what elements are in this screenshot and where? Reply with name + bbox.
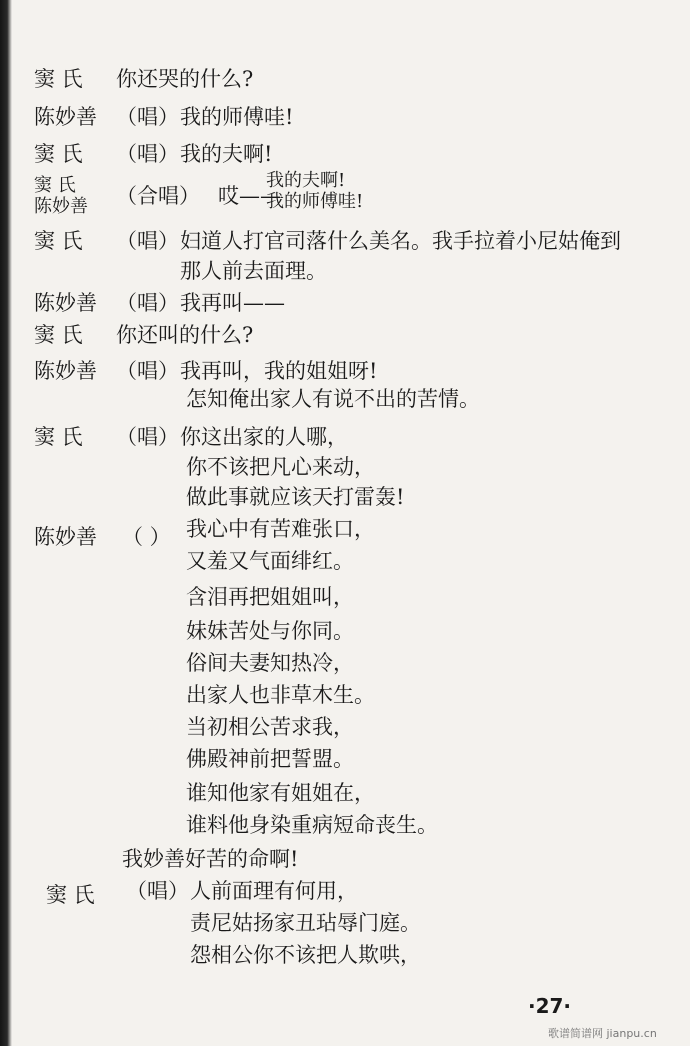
duet-branch-text: 我的师傅哇!	[266, 191, 364, 212]
dialogue-text: 怎知俺出家人有说不出的苦情。	[186, 387, 480, 411]
dialogue-text: 哎——	[218, 184, 281, 208]
dialogue-text: 那人前去面理。	[180, 259, 327, 283]
dialogue-text: 妇道人打官司落什么美名。我手拉着小尼姑俺到	[180, 229, 621, 253]
dialogue-text: 怨相公你不该把人欺哄，	[190, 943, 421, 967]
speaker-label: 窦 氏	[34, 175, 76, 196]
speaker-label: 陈妙善	[34, 359, 97, 383]
speaker-label: 陈妙善	[34, 105, 97, 129]
speaker-label: 窦 氏	[46, 883, 95, 907]
dialogue-text: 含泪再把姐姐叫，	[186, 585, 354, 609]
dialogue-text: 人前面理有何用，	[190, 879, 358, 903]
dialogue-text: 谁知他家有姐姐在，	[186, 781, 375, 805]
dialogue-text: 你这出家的人哪，	[180, 425, 348, 449]
page-number: ·27·	[528, 994, 572, 1018]
dialogue-text: 你还叫的什么?	[116, 323, 254, 347]
speaker-label: 窦 氏	[34, 323, 83, 347]
speaker-label: 窦 氏	[34, 67, 83, 91]
dialogue-text: 俗间夫妻知热冷，	[186, 651, 354, 675]
stage-cue: （ ）	[122, 525, 171, 549]
stage-cue: （合唱）	[116, 184, 200, 208]
watermark-text: 歌谱简谱网 jianpu.cn	[548, 1027, 657, 1040]
dialogue-text: 妹妹苦处与你同。	[186, 619, 354, 643]
dialogue-text: 佛殿神前把誓盟。	[186, 747, 354, 771]
dialogue-text: 责尼姑扬家丑玷辱门庭。	[190, 911, 421, 935]
dialogue-text: 又羞又气面绯红。	[186, 549, 354, 573]
dialogue-text: 你不该把凡心来动，	[186, 455, 375, 479]
dialogue-text: 当初相公苦求我，	[186, 715, 354, 739]
stage-cue: （唱）	[116, 105, 179, 129]
stage-cue: （唱）	[116, 142, 179, 166]
speaker-label: 窦 氏	[34, 142, 83, 166]
dialogue-text: 我再叫，我的姐姐呀!	[180, 359, 378, 383]
stage-cue: （唱）	[116, 359, 179, 383]
dialogue-text: 你还哭的什么?	[116, 67, 254, 91]
dialogue-text: 我妙善好苦的命啊!	[122, 847, 299, 871]
speaker-label: 陈妙善	[34, 525, 97, 549]
dialogue-text: 我的夫啊!	[180, 142, 273, 166]
stage-cue: （唱）	[116, 425, 179, 449]
duet-branch-text: 我的夫啊!	[266, 170, 346, 191]
dialogue-text: 谁料他身染重病短命丧生。	[186, 813, 438, 837]
stage-cue: （唱）	[126, 879, 189, 903]
stage-cue: （唱）	[116, 229, 179, 253]
dialogue-text: 出家人也非草木生。	[186, 683, 375, 707]
dialogue-text: 我再叫——	[180, 291, 285, 315]
dialogue-text: 我心中有苦难张口，	[186, 517, 375, 541]
speaker-label: 陈妙善	[34, 196, 88, 217]
speaker-label: 窦 氏	[34, 425, 83, 449]
speaker-label: 窦 氏	[34, 229, 83, 253]
dialogue-text: 我的师傅哇!	[180, 105, 294, 129]
stage-cue: （唱）	[116, 291, 179, 315]
speaker-label: 陈妙善	[34, 291, 97, 315]
dialogue-text: 做此事就应该天打雷轰!	[186, 485, 405, 509]
